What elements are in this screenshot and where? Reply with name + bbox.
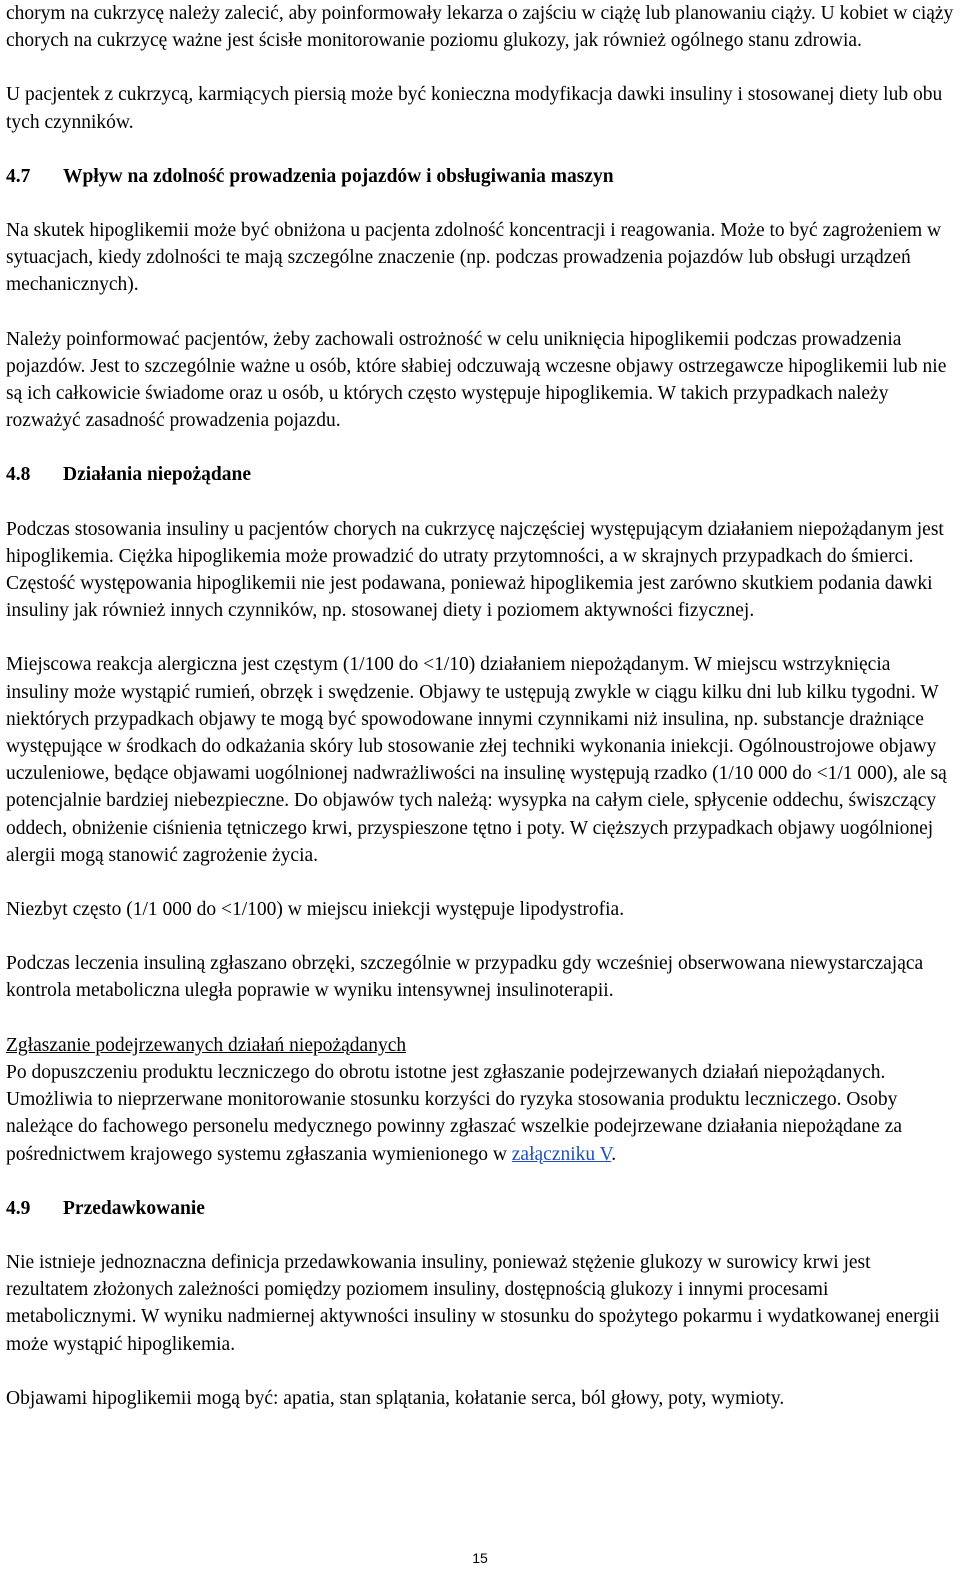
section-heading-4-7: [6, 163, 954, 190]
paragraph-breastfeeding: U pacjentek z cukrzycą, karmiących piersią może być konieczna modyfikacja dawki insuliny i stosowanej diety lub obu tych czynników.: [6, 84, 943, 133]
section-heading-4-8: [6, 461, 954, 488]
reporting-end: .: [611, 1143, 617, 1165]
paragraph-reporting: [6, 1059, 954, 1168]
paragraph-driving-1: Na skutek hipoglikemii może być obniżona u pacjenta zdolność koncentracji i reagowania. Może to być zagrożeniem w sytuacjach, kiedy zdolności te mają szczególne znaczenie (np. podczas prowadzenia pojazdów lub obsługi urządzeń mechanicznych).: [6, 220, 942, 296]
reporting-text: Po dopuszczeniu produktu leczniczego do obrotu istotne jest zgłaszanie podejrzewanych działań niepożądanych. Umożliwia to nieprzerwane monitorowanie stosunku korzyści do ryzyka stosowania produktu leczniczego. Osoby należące do fachowego personelu medycznego powinny zgłaszać wszelkie podejrzewane działania niepożądane za pośrednictwem krajowego systemu zgłaszania wymienionego w: [6, 1061, 903, 1165]
paragraph-pregnancy: chorym na cukrzycę należy zalecić, aby poinformowały lekarza o zajściu w ciążę lub planowaniu ciąży. U kobiet w ciąży chorych na cukrzycę ważne jest ścisłe monitorowanie poziomu glukozy, jak również ogólnego stanu zdrowia.: [6, 3, 954, 52]
section-title: Wpływ na zdolność prowadzenia pojazdów i obsługiwania maszyn: [63, 165, 614, 187]
subheading-reporting: Zgłaszanie podejrzewanych działań niepożądanych: [6, 1034, 407, 1056]
section-number: 4.9: [6, 1197, 31, 1219]
paragraph-adverse-3: Niezbyt często (1/1 000 do <1/100) w miejscu iniekcji występuje lipodystrofia.: [6, 899, 625, 921]
paragraph-overdose-1: Nie istnieje jednoznaczna definicja przedawkowania insuliny, ponieważ stężenie glukozy w surowicy krwi jest rezultatem złożonych zależności pomiędzy poziomem insuliny, dostępnością glukozy i innymi procesami metabolicznymi. W wyniku nadmiernej aktywności insuliny w stosunku do spożytego pokarmu i wydatkowanej energii może wystąpić hipoglikemia.: [6, 1251, 940, 1355]
page-number: 15: [472, 1550, 488, 1566]
section-number: 4.8: [6, 464, 31, 486]
paragraph-adverse-2: Miejscowa reakcja alergiczna jest częstym (1/100 do <1/10) działaniem niepożądanym. W miejscu wstrzyknięcia insuliny może wystąpić rumień, obrzęk i swędzenie. Objawy te ustępują zwykle w ciągu kilku dni lub kilku tygodni. W niektórych przypadkach objawy te mogą być spowodowane innymi czynnikami niż insulina, np. substancje drażniące występujące w środkach do odkażania skóry lub stosowanie złej techniki wykonania iniekcji. Ogólnoustrojowe objawy uczuleniowe, będące objawami uogólnionej nadwrażliwości na insulinę występują rzadko (1/10 000 do <1/1 000), ale są potencjalnie bardziej niebezpieczne. Do objawów tych należą: wysypka na całym ciele, spłycenie oddechu, świszczący oddech, obniżenie ciśnienia tętniczego krwi, przyspieszone tętno i poty. W cięższych przypadkach objawy uogólnionej alergii mogą stanowić zagrożenie życia.: [6, 654, 947, 866]
section-number: 4.7: [6, 165, 31, 187]
section-heading-4-9: [6, 1195, 954, 1222]
annex-v-link[interactable]: załączniku V: [511, 1143, 612, 1165]
section-title: Działania niepożądane: [63, 464, 251, 486]
paragraph-adverse-1: Podczas stosowania insuliny u pacjentów chorych na cukrzycę najczęściej występującym działaniem niepożądanym jest hipoglikemia. Ciężka hipoglikemia może prowadzić do utraty przytomności, a w skrajnych przypadkach do śmierci. Częstość występowania hipoglikemii nie jest podawana, ponieważ hipoglikemia jest zarówno skutkiem podania dawki insuliny jak również innych czynników, np. stosowanej diety i poziomem aktywności fizycznej.: [6, 518, 944, 622]
paragraph-driving-2: Należy poinformować pacjentów, żeby zachowali ostrożność w celu uniknięcia hipoglikemii podczas prowadzenia pojazdów. Jest to szczególnie ważne u osób, które słabiej odczuwają wczesne objawy ostrzegawcze hipoglikemii lub nie są ich całkowicie świadome oraz u osób, u których często występuje hipoglikemia. W takich przypadkach należy rozważyć zasadność prowadzenia pojazdu.: [6, 328, 947, 432]
document-body: [6, 0, 954, 1412]
section-title: Przedawkowanie: [63, 1197, 205, 1219]
paragraph-adverse-4: Podczas leczenia insuliną zgłaszano obrzęki, szczególnie w przypadku gdy wcześniej obserwowana niewystarczająca kontrola metaboliczna uległa poprawie w wyniku intensywnej insulinoterapii.: [6, 953, 924, 1002]
paragraph-overdose-2: Objawami hipoglikemii mogą być: apatia, stan splątania, kołatanie serca, ból głowy, poty, wymioty.: [6, 1387, 785, 1409]
